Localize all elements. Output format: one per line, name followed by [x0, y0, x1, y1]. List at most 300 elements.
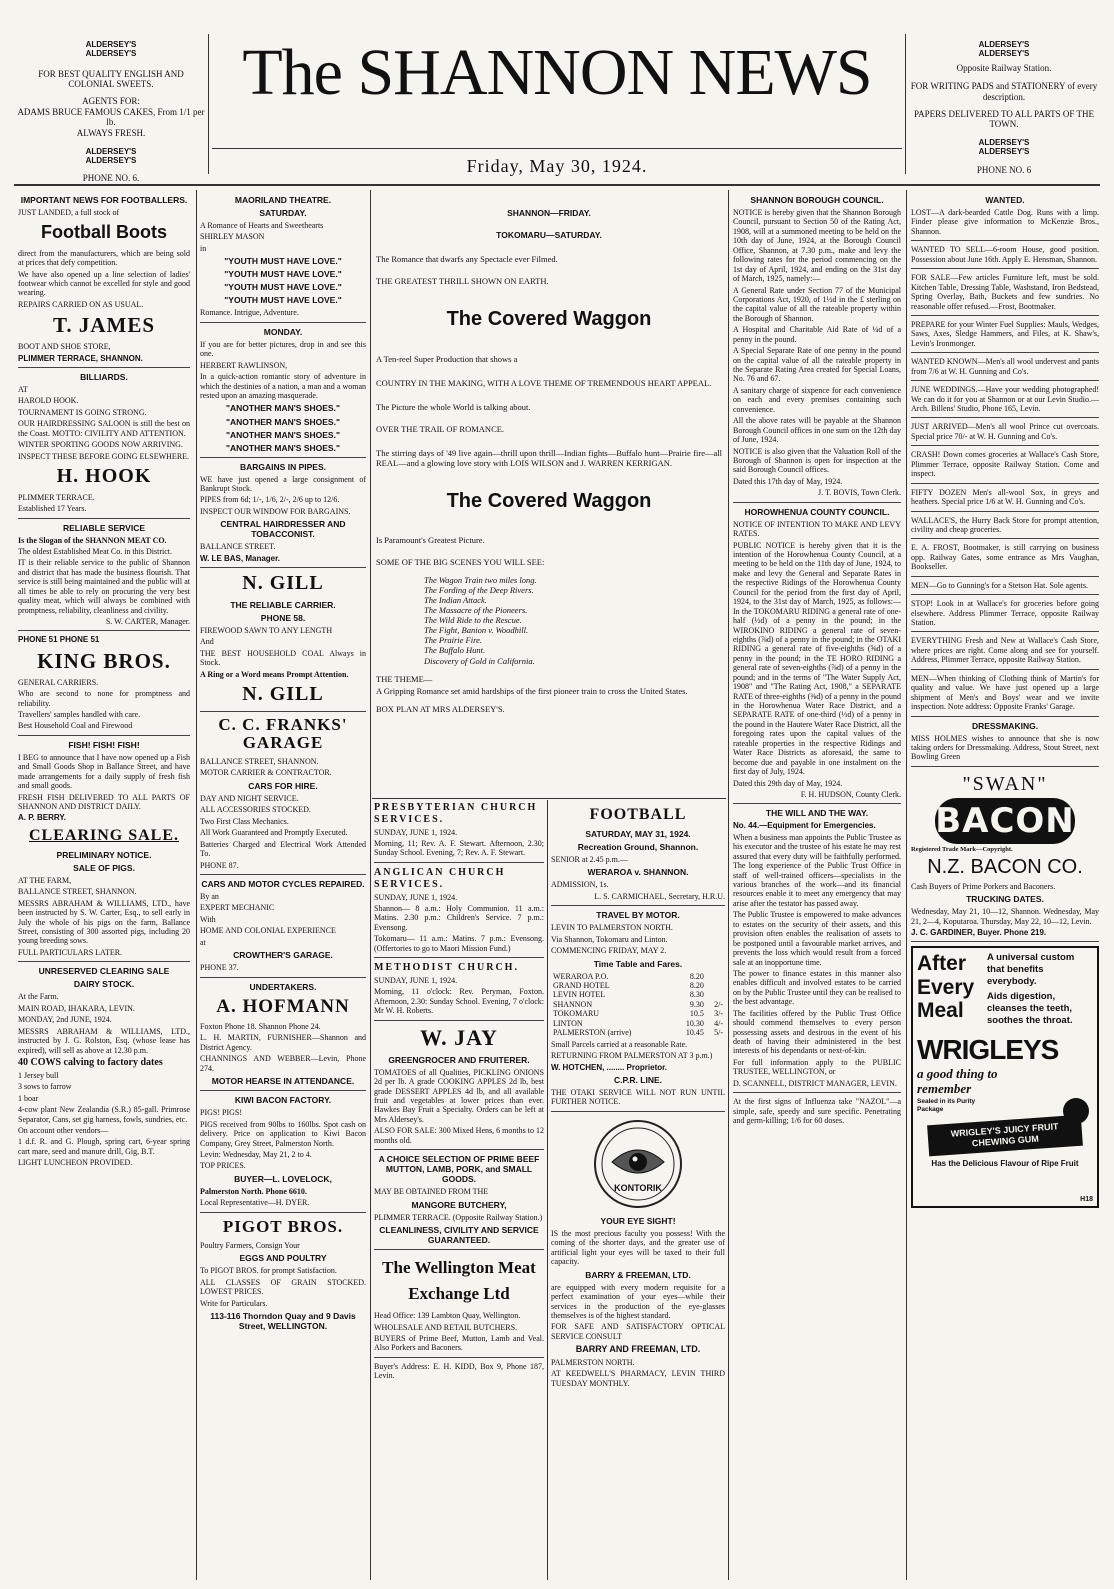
- ad-text: The stirring days of '49 live again—thrill upon thrill—Indian fights—Buffalo hunt—Prairie fire—all REAL—and a glowing love story with LOIS WILSON and J. WARREN KERRIGAN.: [376, 447, 722, 468]
- ad-headline: The Wellington Meat Exchange Ltd: [382, 1258, 536, 1303]
- column-3b: [551, 802, 725, 1580]
- ear-line: ALWAYS FRESH.: [76, 127, 146, 138]
- ad-text: J. C. GARDINER, Buyer. Phone 219.: [911, 928, 1047, 938]
- ad-heading: MAORILAND THEATRE.: [234, 195, 332, 205]
- divider: [18, 961, 190, 962]
- divider: [18, 367, 190, 368]
- divider: [212, 148, 902, 149]
- ad-headline: Football Boots: [41, 222, 167, 243]
- newspaper-title: The SHANNON NEWS: [242, 36, 872, 109]
- ad-text: direct from the manufacturers, which are being sold at prices that defy competition.: [18, 248, 190, 268]
- ad-headline: KING BROS.: [37, 648, 171, 673]
- ad-text: To PIGOT BROS. for prompt Satisfaction.: [200, 1266, 337, 1276]
- scene-item: The Prairie Fire.: [424, 635, 482, 646]
- ad-text: in: [200, 243, 207, 253]
- ad-heading: RELIABLE SERVICE: [62, 522, 146, 533]
- film-title: "ANOTHER MAN'S SHOES.": [226, 416, 340, 427]
- ad-text: Two First Class Mechanics.: [200, 816, 289, 826]
- fare-row: [551, 1028, 725, 1037]
- wrigleys-text: A universal custom that benefits everybody.: [987, 952, 1075, 988]
- ad-text: GENERAL CARRIERS.: [18, 677, 99, 687]
- film-title: "YOUTH MUST HAVE LOVE.": [224, 256, 342, 267]
- ad-text: Foxton Phone 18. Shannon Phone 24.: [200, 1022, 321, 1032]
- column-divider: [728, 190, 729, 1580]
- divider: [200, 711, 366, 712]
- scene-list: [424, 575, 722, 665]
- divider: [200, 457, 366, 458]
- ad-heading: BARRY & FREEMAN, LTD.: [585, 1269, 691, 1280]
- fare-cell: PALMERSTON (arrive): [553, 1028, 632, 1038]
- ad-text: Best Household Coal and Firewood: [18, 721, 133, 731]
- fare-cell: 10.5: [689, 1009, 704, 1019]
- ear-line: FOR BEST QUALITY ENGLISH AND COLONIAL SWEETS.: [38, 68, 184, 90]
- ad-text: 1 boar: [18, 1093, 39, 1103]
- kontorik-logo: [592, 1118, 684, 1210]
- ad-text: INSPECT THESE BEFORE GOING ELSEWHERE.: [18, 451, 190, 461]
- notice-text: F. H. HUDSON, County Clerk.: [800, 789, 901, 799]
- ad-text: On account other vendors—: [18, 1125, 109, 1135]
- ad-text: THE OTAKI SERVICE WILL NOT RUN UNTIL FURTHER NOTICE.: [551, 1087, 725, 1107]
- fare-cell: 4/-: [714, 1018, 723, 1028]
- classified-ad: JUNE WEDDINGS.—Have your wedding photographed! We can do it for you at Shannon or at our Levin Studio.—Arch. Billens' Studio, Phone 165, Levin.: [911, 385, 1099, 414]
- ad-text: At the Farm.: [18, 992, 59, 1002]
- fare-cell: [706, 972, 725, 981]
- scene-item: The Wild Ride to the Rescue.: [424, 615, 522, 626]
- ad-code: H18: [1080, 1196, 1093, 1204]
- ad-heading: FISH! FISH! FISH!: [68, 739, 140, 750]
- notice-text: All the above rates will be payable at the Shannon Borough Council offices in one sum on the 12th day of June, 1924.: [733, 416, 901, 445]
- wrigleys-brand: WRIGLEYS: [917, 1033, 1059, 1065]
- ad-heading: PHONE 58.: [260, 612, 306, 623]
- ad-text: MOTOR CARRIER & CONTRACTOR.: [200, 768, 332, 778]
- ad-headline: T. JAMES: [52, 313, 156, 338]
- ad-heading: THE WILL AND THE WAY.: [765, 808, 869, 819]
- ad-text: FOR SAFE AND SATISFACTORY OPTICAL SERVICE CONSULT: [551, 1322, 725, 1341]
- column-divider: [196, 190, 197, 1580]
- ad-text: OVER THE TRAIL OF ROMANCE.: [376, 423, 505, 434]
- wrigleys-slogan: Every: [917, 975, 975, 999]
- ad-text: Registered Trade Mark—Copyright.: [911, 846, 1013, 854]
- ad-text: BALLANCE STREET.: [200, 542, 276, 552]
- divider: [911, 268, 1099, 269]
- divider: [551, 1111, 725, 1112]
- classified-ad: PREPARE for your Winter Fuel Supplies: Mauls, Wedges, Saws, Axes, Sledge Hammers, and Files, at K. Shaw's, Levin's Ironmonger.: [911, 319, 1099, 348]
- ad-text: LIGHT LUNCHEON PROVIDED.: [18, 1158, 133, 1168]
- notice-text: A Special Separate Rate of one penny in the pound on the capital value of all the rateable property in the Separate Rating Area created for Special Loans, No. 76 and 67.: [733, 346, 901, 384]
- classified-ad: EVERYTHING Fresh and New at Wallace's Cash Store, where prices are right. Come along and see for yourself. Address, Plimmer Terrace, opposite Railway Station.: [911, 636, 1099, 665]
- ad-text: JUST LANDED, a full stock of: [18, 208, 120, 218]
- wrigleys-slogan: Meal: [917, 998, 964, 1022]
- ad-text: EXPERT MECHANIC: [200, 903, 275, 913]
- classified-ad: STOP! Look in at Wallace's for groceries before going elsewhere. Address Plimmer Terrace, opposite Railway Station.: [911, 599, 1099, 628]
- fare-cell: 10.30: [685, 1018, 704, 1028]
- ad-text: SUNDAY, JUNE 1, 1924.: [374, 892, 458, 902]
- ad-text: PHONE 51 PHONE 51: [18, 635, 100, 645]
- notice-text: NOTICE OF INTENTION TO MAKE AND LEVY RATES.: [733, 519, 901, 539]
- ad-text: 40 COWS calving to factory dates: [18, 1056, 163, 1068]
- ad-text: Buyer's Address: E. H. KIDD, Box 9, Phone 187, Levin.: [374, 1361, 544, 1381]
- scene-item: Discovery of Gold in California.: [424, 655, 535, 666]
- ad-text: With: [200, 914, 216, 924]
- ad-headline: N. GILL: [242, 683, 324, 706]
- fare-cell: LEVIN HOTEL: [553, 990, 606, 1000]
- ad-heading: IMPORTANT NEWS FOR FOOTBALLERS.: [20, 195, 188, 205]
- ad-headline: CLEARING SALE.: [28, 826, 180, 844]
- divider: [911, 594, 1099, 595]
- ad-text: In a quick-action romantic story of adventure in which the destinies of a nation, a man and a woman rested upon an amazing masquerade.: [200, 372, 366, 401]
- ad-text: THE BEST HOUSEHOLD COAL Always in Stock.: [200, 648, 366, 668]
- ad-text: A Ten-reel Super Production that shows a: [376, 353, 518, 364]
- ear-line: ALDERSEY'S: [978, 147, 1030, 157]
- classified-ad: FOR SALE—Few articles Furniture left, must be sold. Kitchen Table, Dressing Table, Washstand, Iron Bedstead, Spring Overlay, Bath, Buckets and few sundries. No reasonable offer refused.—Frost, Bootmaker.: [911, 273, 1099, 311]
- classified-ad: WALLACE'S, the Hurry Back Store for prompt attention, civility and cheap groceries.: [911, 515, 1099, 534]
- ad-text: PLIMMER TERRACE. (Opposite Railway Station.): [374, 1212, 543, 1222]
- ear-line: FOR WRITING PADS and STATIONERY of every description.: [910, 81, 1098, 103]
- ad-headline: N. GILL: [242, 572, 324, 595]
- ad-heading: Time Table and Fares.: [593, 958, 683, 969]
- divider: [911, 511, 1099, 512]
- fare-cell: TOKOMARU: [553, 1009, 600, 1019]
- ad-text: The Picture the whole World is talking about.: [376, 401, 531, 412]
- ad-heading: DRESSMAKING.: [971, 720, 1039, 731]
- film-title: "YOUTH MUST HAVE LOVE.": [224, 269, 342, 280]
- ad-text: are equipped with every modern requisite for a perfect examination of your eyes—while their services in the production of the eye-glasses themselves is of the highest standard.: [551, 1282, 725, 1320]
- fare-row: [551, 990, 725, 999]
- notice-text: J. T. BOVIS, Town Clerk.: [818, 488, 901, 498]
- ad-text: Palmerston North. Phone 6610.: [200, 1186, 307, 1196]
- ear-line: ALDERSEY'S: [978, 49, 1030, 59]
- ad-text: TOURNAMENT IS GOING STRONG.: [18, 407, 147, 417]
- issue-date: Friday, May 30, 1924.: [466, 156, 648, 176]
- divider: [911, 240, 1099, 241]
- ad-text: By an: [200, 891, 219, 901]
- fare-cell: 10.45: [685, 1028, 704, 1038]
- ad-heading: ANGLICAN CHURCH SERVICES.: [374, 866, 506, 890]
- column-5: [911, 192, 1099, 1582]
- divider: [911, 669, 1099, 670]
- ad-heading: KIWI BACON FACTORY.: [234, 1095, 332, 1106]
- fare-cell: LINTON: [553, 1018, 583, 1028]
- fare-cell: [706, 981, 725, 990]
- divider: [911, 538, 1099, 539]
- ad-heading: C.P.R. LINE.: [613, 1074, 663, 1085]
- ad-text: Morning, 11 o'clock: Rev. Peryman, Foxton. Afternoon, 2.30: Sunday School. Evening, 7 o'clock: Mr W. H. Roberts.: [374, 987, 544, 1016]
- ad-text: LEVIN TO PALMERSTON NORTH.: [551, 923, 673, 933]
- ad-text: I BEG to announce that I have now opened up a Fish and Small Goods Shop in Ballance Street, and have made arrangements for a daily supply of fresh fish and small goods.: [18, 752, 190, 791]
- divider: [374, 957, 544, 958]
- ear-line: Opposite Railway Station.: [956, 62, 1052, 73]
- ear-line: PHONE NO. 6: [976, 164, 1032, 175]
- divider: [374, 1149, 544, 1150]
- divider: [200, 322, 366, 323]
- divider: [911, 716, 1099, 717]
- divider: [200, 977, 366, 978]
- ad-text: THE GREATEST THRILL SHOWN ON EARTH.: [376, 276, 549, 287]
- ad-heading: MANGORE BUTCHERY,: [411, 1199, 507, 1210]
- ad-text: FRESH FISH DELIVERED TO ALL PARTS OF SHANNON AND DISTRICT DAILY.: [18, 792, 190, 812]
- divider: [374, 1249, 544, 1250]
- ad-text: SUNDAY, JUNE 1, 1924.: [374, 975, 458, 985]
- divider: [18, 735, 190, 736]
- film-headline: The Covered Waggon: [446, 489, 652, 512]
- ad-heading: TRAVEL BY MOTOR.: [596, 910, 680, 921]
- column-2: [200, 192, 366, 1582]
- ear-line: ADAMS BRUCE FAMOUS CAKES, From 1/1 per lb.: [17, 106, 205, 128]
- ad-heading: BARRY AND FREEMAN, LTD.: [575, 1344, 701, 1355]
- ad-text: BALLANCE STREET, SHANNON.: [18, 887, 137, 897]
- ad-text: MONDAY, 2nd JUNE, 1924.: [18, 1015, 112, 1025]
- ad-text: PIGS received from 90lbs to 160lbs. Spot cash on delivery. Price on application to Kiwi Bacon Company, Grey Street, Palmerston North.: [200, 1119, 366, 1148]
- ad-text: INSPECT OUR WINDOW FOR BARGAINS.: [200, 506, 351, 516]
- ad-text: The Romance that dwarfs any Spectacle ever Filmed.: [376, 254, 558, 265]
- ad-text: PALMERSTON NORTH.: [551, 1357, 635, 1367]
- ad-heading: CARS FOR HIRE.: [248, 780, 318, 791]
- ad-text: Shannon— 8 a.m.: Holy Communion. 11 a.m.: Matins. 2.30 p.m.: Children's Service. 7 p.m.: Evensong.: [374, 903, 544, 932]
- fare-cell: [706, 990, 725, 999]
- ad-text: SENIOR at 2.45 p.m.—: [551, 854, 628, 864]
- ad-text: W. LE BAS, Manager.: [200, 553, 281, 563]
- notice-text: D. SCANNELL, DISTRICT MANAGER, LEVIN.: [733, 1078, 897, 1088]
- ad-text: PIGS! PIGS!: [200, 1108, 243, 1118]
- divider: [208, 34, 209, 174]
- scene-item: The Fight, Banion v. Woodhill.: [424, 625, 529, 636]
- ad-heading: TOKOMARU—SATURDAY.: [496, 230, 602, 241]
- ad-text: The oldest Established Meat Co. in this District.: [18, 546, 172, 556]
- ear-line: PHONE NO. 6.: [82, 173, 140, 184]
- ad-text: MESSRS ABRAHAM & WILLIAMS, LTD., instructed by J. G. Rolston, Esq. (whose lease has expired), will sell as above at 12.30 p.m.: [18, 1026, 190, 1055]
- scene-item: The Wagon Train two miles long.: [424, 575, 537, 586]
- ad-text: OUR HAIRDRESSING SALOON is still the best on the Coast. MOTTO: CIVILITY AND ATTENTION.: [18, 419, 190, 438]
- ad-text: Batteries Charged and Electrical Work Attended To.: [200, 839, 366, 859]
- ad-text: L. S. CARMICHAEL, Secretary, H.R.U.: [594, 891, 725, 901]
- classified-ad: MEN—Go to Gunning's for a Stetson Hat. Sole agents.: [911, 580, 1088, 590]
- ad-text: Established 17 Years.: [18, 504, 87, 514]
- divider: [733, 502, 901, 503]
- ad-heading: YOUR EYE SIGHT!: [600, 1215, 676, 1226]
- notice-text: The facilities offered by the Public Trust Office should commend themselves to every person possessing assets and desirous in the event of his death of having their administered in the best interests of his dependants or next-of-kin.: [733, 1008, 901, 1056]
- wrigleys-slogan: After: [917, 952, 967, 976]
- ad-text: WINTER SPORTING GOODS NOW ARRIVING.: [18, 440, 183, 450]
- ad-text: PIPES from 6d; 1/-, 1/6, 2/-, 2/6 up to 12/6.: [200, 495, 340, 505]
- ad-headline: H. HOOK: [56, 465, 152, 488]
- notice-text: At the first signs of Influenza take "NAZOL"—a simple, safe, speedy and sure specific. Penetrating and germ-killing; 1/6 for 60 doses.: [733, 1097, 901, 1126]
- ad-heading: No. 44.—Equipment for Emergencies.: [733, 821, 876, 831]
- fare-cell: 8.20: [689, 971, 704, 981]
- divider: [911, 445, 1099, 446]
- notice-text: The power to finance estates in this manner also enables difficult and involved estates to be carried on by the Public Trustee until they can be realised to the best advantage.: [733, 968, 901, 1007]
- notice-text: Dated this 29th day of May, 1924.: [733, 778, 843, 788]
- column-1: [18, 192, 190, 1582]
- ad-heading: BILLIARDS.: [80, 371, 128, 382]
- classified-ad: LOST—A dark-bearded Cattle Dog. Runs with a limp. Finder please give information to McKenzie Bros., Shannon.: [911, 208, 1099, 236]
- gum-pack: WRIGLEY'S JUICY FRUIT CHEWING GUM: [927, 1114, 1083, 1156]
- ad-text: Travellers' samples handled with care.: [18, 709, 141, 719]
- scene-item: The Indian Attack.: [424, 595, 487, 606]
- notice-text: Dated this 17th day of May, 1924.: [733, 476, 843, 486]
- fare-cell: 9.30: [689, 999, 704, 1009]
- divider: [911, 380, 1099, 381]
- fare-row: [551, 1009, 725, 1018]
- ad-text: 1 Jersey bull: [18, 1070, 59, 1080]
- ad-heading: GREENGROCER AND FRUITERER.: [388, 1054, 530, 1065]
- ad-text: A. P. BERRY.: [18, 813, 67, 823]
- notice-text: When a business man appoints the Public Trustee as his executor and the trustee of his estate he may rest assured that every duty will be faithfully performed. The long experience of the Public Trust Office in staff of well-trained officers—specialists in the various branches of the work—and its financial resources enable it to meet any emergency that may arise after the testator has passed away.: [733, 832, 901, 908]
- masthead-rule: [14, 184, 1100, 186]
- film-headline: The Covered Waggon: [446, 308, 652, 331]
- ad-text: FIREWOOD SAWN TO ANY LENGTH: [200, 625, 333, 635]
- ad-text: Romance. Intrigue, Adventure.: [200, 308, 299, 318]
- ad-heading: CROWTHER'S GARAGE.: [233, 950, 333, 961]
- divider: [200, 874, 366, 875]
- divider: [200, 567, 366, 568]
- ad-heading: MOTOR HEARSE IN ATTENDANCE.: [211, 1076, 355, 1087]
- ad-text: HAROLD HOOK.: [18, 396, 79, 406]
- ad-text: HOME AND COLONIAL EXPERIENCE: [200, 926, 336, 936]
- ad-text: Write for Particulars.: [200, 1298, 268, 1308]
- ad-text: W. HOTCHEN, ........ Proprietor.: [551, 1062, 668, 1072]
- film-title: "ANOTHER MAN'S SHOES.": [226, 442, 340, 453]
- notice-text: A Hospital and Charitable Aid Rate of ¼d of a penny in the pound.: [733, 325, 901, 344]
- fare-cell: 3/-: [714, 1009, 723, 1019]
- notice-text: PUBLIC NOTICE is hereby given that it is the intention of the Horowhenua County Council, at a meeting to be held on the 11th day of June, 1924, to make and levy the General and Separate Rates in the respective Ridings of the Horowhenua County Council for the period from the first day of April, 1924, to the 31st day of March, 1925, as follows:—In the TOKOMARU RIDING a general rate of one-half (½d) of a penny in the pound; in the WIROKINO RIDING a general rate of seven-eighths (⅞d) of a penny in the pound; in the OTAKI RIDING a general rate of five-eighths (⅝d) of a penny in the pound; in the TE HORO RIDING a general rate of seven-eighths (⅞d) of a penny in the pound; and in the terms of "The Water Supply Act, 1908" and "The Rating Act, 1908," a SEPARATE RATE of three-eighths (⅜d) of a penny in the pound in the Horowhenua Water Race District, and a SEPARATE RATE of one-third (⅓d) of a penny in the pound in the Hautere Water Race District, all the foregoing rates upon the capital values of the rateable properties in the respective Ridings and Water Race Districts as aforesaid, the same to become due and payable in one instalment on the first day of July, 1924.: [733, 540, 901, 777]
- ad-text: PLIMMER TERRACE, SHANNON.: [18, 353, 143, 363]
- ad-text: All Work Guaranteed and Promptly Executed.: [200, 828, 348, 838]
- divider: [18, 518, 190, 519]
- ad-text: Morning, 11; Rev. A. F. Stewart. Afternoon, 2.30; Sunday School. Evening, 7; Rev. A. F. Stewart.: [374, 839, 544, 858]
- ad-text: HERBERT RAWLINSON,: [200, 360, 288, 370]
- fare-row: [551, 1019, 725, 1028]
- column-divider: [370, 190, 371, 1580]
- ad-heading: WERAROA v. SHANNON.: [587, 867, 689, 878]
- ad-text: SUNDAY, JUNE 1, 1924.: [374, 827, 458, 837]
- notice-text: The Public Trustee is empowered to make advances to estates on the security of their assets, and this provision often enables the realisation of assets to be postponed until a favourable market arrives, and prevents the loss which would result from a forced sale at an inopportune time.: [733, 910, 901, 967]
- ear-line: ALDERSEY'S: [978, 137, 1030, 147]
- ad-text: COMMENCING FRIDAY, MAY 2.: [551, 946, 667, 956]
- column-3a: [374, 802, 544, 1580]
- wrigleys-text: Sealed in its Purity Package: [917, 1098, 976, 1114]
- ad-heading: CENTRAL HAIRDRESSER AND TOBACCONIST.: [220, 519, 346, 540]
- classified-ad: WANTED TO SELL—6-room House, good position. Possession about June 16th. Apply E. Hensman, Shannon.: [911, 245, 1099, 264]
- ad-text: Wednesday, May 21, 10—12, Shannon. Wednesday, May 21, 2—4, Koputaroa. Thursday, May 22, 10—12, Levin.: [911, 907, 1099, 926]
- ad-text: COUNTRY IN THE MAKING, WITH A LOVE THEME OF TREMENDOUS HEART APPEAL.: [376, 377, 712, 388]
- classified-ad: JUST ARRIVED—Men's all wool Prince cut overcoats. Special price 70/- at W. H. Gunning and Co's.: [911, 422, 1099, 441]
- ad-heading: UNRESERVED CLEARING SALE: [38, 966, 170, 977]
- notice-text: NOTICE is hereby given that the Shannon Borough Council, pursuant to Section 50 of the Rating Act, 1908, will at a summoned meeting to be held on the 10th day of June, 1924, at the Borough Council Office, Shannon, at 7.30 p.m., make and levy the following rates for the period commencing on the 1st day of April, 1924, and ending on the 31st day of March, 1925, namely:—: [733, 208, 901, 284]
- ad-text: Head Office: 139 Lambton Quay, Wellington.: [374, 1311, 521, 1321]
- fare-row: [551, 981, 725, 990]
- ear-line: PAPERS DELIVERED TO ALL PARTS OF THE TOWN.: [914, 108, 1094, 130]
- ad-text: Local Representative—H. DYER.: [200, 1198, 310, 1208]
- notice-text: NOTICE is also given that the Valuation Roll of the Borough of Shannon is open for inspection at the said Borough Council offices.: [733, 446, 901, 475]
- divider: [911, 315, 1099, 316]
- classified-ad: E. A. FROST, Bootmaker, is still carrying on business opp. Railway Gates, some entrance as Mrs Vaughan, Bookseller.: [911, 543, 1099, 572]
- wrigleys-ad: [911, 946, 1099, 1208]
- wrigleys-text: Aids digestion, cleanses the teeth, soothes the throat.: [987, 991, 1073, 1026]
- ad-text: WHOLESALE AND RETAIL BUTCHERS.: [374, 1322, 518, 1332]
- ad-heading: EGGS AND POULTRY: [239, 1253, 327, 1264]
- ad-text: at: [200, 937, 206, 947]
- classified-ad: CRASH! Down comes groceries at Wallace's Cash Store, Plimmer Terrace, opposite Railway Station. Come and inspect.: [911, 450, 1099, 479]
- ad-text: PHONE 37.: [200, 963, 239, 973]
- classified-ad: MEN—When thinking of Clothing think of Martin's for quality and value. We have just opened up a large shipment of Men's and Boys' wear and we invite inspection. Note address: Opposite Franks' Garage.: [911, 673, 1099, 712]
- fare-cell: 8.20: [689, 981, 704, 991]
- ad-heading: SATURDAY.: [259, 208, 307, 219]
- divider: [374, 1020, 544, 1021]
- divider: [200, 1090, 366, 1091]
- film-title: "YOUTH MUST HAVE LOVE.": [224, 295, 342, 306]
- ad-text: IS the most precious faculty you possess! With the coming of the shorter days, and the greater use of artificial light your eyes will be taxed to their full capacity.: [551, 1228, 725, 1267]
- ad-text: PLIMMER TERRACE.: [18, 492, 95, 502]
- ad-headline: C. C. FRANKS' GARAGE: [218, 714, 348, 753]
- ad-heading: Recreation Ground, Shannon.: [577, 841, 699, 852]
- bacon-logo: BACON: [935, 798, 1075, 844]
- film-title: "YOUTH MUST HAVE LOVE.": [224, 282, 342, 293]
- ear-line: ALDERSEY'S: [85, 155, 137, 165]
- column-divider: [906, 190, 907, 1580]
- divider: [911, 766, 1099, 767]
- ear-line: ALDERSEY'S: [85, 40, 137, 49]
- ad-text: IT is their reliable service to the public of Shannon and district that has made the business flourish. That service is still being maintained and the public will at all times be able to rely on procuring the very best quality meat, which will always be combined with promptness, reliability, cleanliness and civility.: [18, 558, 190, 615]
- notice-text: A sanitary charge of sixpence for each convenience on each and every premises containing such convenience.: [733, 385, 901, 414]
- ad-text: BOOT AND SHOE STORE,: [18, 342, 111, 352]
- divider: [733, 803, 901, 804]
- ad-headline: PIGOT BROS.: [222, 1216, 344, 1236]
- column-4: [733, 192, 901, 1582]
- scene-item: The Buffalo Hunt.: [424, 645, 486, 656]
- ad-headline: FOOTBALL: [589, 806, 687, 823]
- fare-row: [551, 1000, 725, 1009]
- divider: [374, 862, 544, 863]
- ad-heading: PRELIMINARY NOTICE.: [56, 849, 152, 860]
- ad-text: Is the Slogan of the SHANNON MEAT CO.: [18, 535, 167, 545]
- ad-text: AT KEEDWELL'S PHARMACY, LEVIN THIRD TUESDAY MONTHLY.: [551, 1369, 725, 1388]
- logo-text: KONTORIK: [614, 1182, 662, 1193]
- ad-text: BOX PLAN AT MRS ALDERSEY'S.: [376, 703, 505, 714]
- ad-text: RETURNING FROM PALMERSTON AT 3 p.m.): [551, 1051, 713, 1061]
- ad-text: DAY AND NIGHT SERVICE.: [200, 793, 299, 803]
- ad-text: ALL ACCESSORIES STOCKED.: [200, 805, 311, 815]
- ad-text: Small Parcels carried at a reasonable Rate.: [551, 1039, 688, 1049]
- ad-heading: BUYER—L. LOVELOCK,: [234, 1173, 332, 1184]
- ear-line: ALDERSEY'S: [85, 49, 137, 59]
- ad-text: L. H. MARTIN, FURNISHER—Shannon and District Agency.: [200, 1033, 366, 1052]
- wrigleys-tagline: a good thing to remember: [917, 1065, 998, 1097]
- divider: [733, 1092, 901, 1093]
- ad-heading: TRUCKING DATES.: [966, 894, 1044, 905]
- ad-text: AT: [18, 384, 28, 394]
- divider: [374, 1357, 544, 1358]
- scene-item: The Fording of the Deep Rivers.: [424, 585, 534, 596]
- divider: [551, 905, 725, 906]
- notice-text: A General Rate under Section 77 of the Municipal Corporations Act, 1920, of 1½d in the £ sterling on the capital value of all the rateable property within the Borough of Shannon.: [733, 285, 901, 323]
- masthead-left-ear: [16, 40, 206, 184]
- ad-text: BALLANCE STREET, SHANNON.: [200, 757, 319, 766]
- ad-heading: SALE OF PIGS.: [73, 862, 135, 873]
- fare-row: [551, 972, 725, 981]
- divider: [911, 483, 1099, 484]
- ad-text: Who are second to none for promptness and reliability.: [18, 689, 190, 708]
- fare-cell: GRAND HOTEL: [553, 981, 610, 991]
- ad-heading: DAIRY STOCK.: [73, 979, 135, 990]
- ad-text: FULL PARTICULARS LATER.: [18, 947, 123, 957]
- ear-line: AGENTS FOR:: [82, 96, 140, 107]
- ad-heading: SHANNON BOROUGH COUNCIL.: [750, 195, 884, 205]
- divider: [911, 576, 1099, 577]
- ad-text: THE THEME—: [376, 673, 433, 684]
- ad-text: AT THE FARM,: [18, 875, 72, 885]
- ear-line: ALDERSEY'S: [978, 40, 1030, 49]
- ad-text: Tokomaru— 11 a.m.: Matins. 7 p.m.: Evensong. (Offertories to go to Maori Mission Fund.): [374, 934, 544, 953]
